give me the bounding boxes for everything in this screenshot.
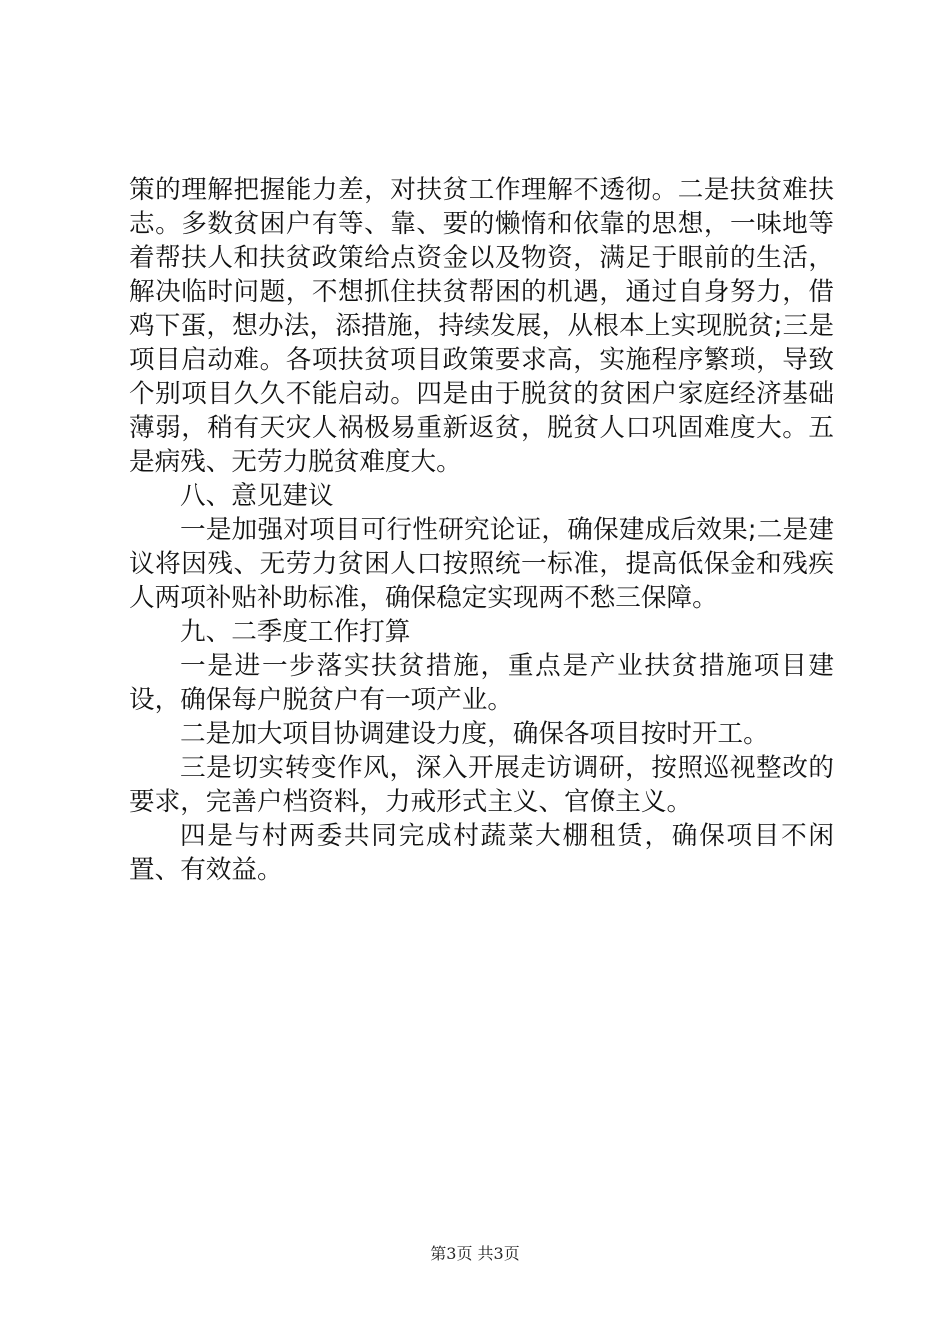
paragraph-plan-item-1: 一是进一步落实扶贫措施，重点是产业扶贫措施项目建设，确保每户脱贫户有一项产业。 — [129, 651, 834, 715]
document-body — [129, 173, 834, 887]
page-number-label: 第3页 共3页 — [430, 1244, 520, 1263]
paragraph-plan-item-2: 二是加大项目协调建设力度，确保各项目按时开工。 — [180, 719, 769, 749]
paragraph-poverty-difficulties: 策的理解把握能力差，对扶贫工作理解不透彻。二是扶贫难扶志。多数贫困户有等、靠、要的懒惰和依靠的思想，一味地等着帮扶人和扶贫政策给点资金以及物资，满足于眼前的生活，解决临时问题，不想抓住扶贫帮困的机遇，通过自身努力，借鸡下蛋，想办法，添措施，持续发展，从根本上实现脱贫;三是项目启动难。各项扶贫项目政策要求高，实施程序繁琐，导致个别项目久久不能启动。四是由于脱贫的贫困户家庭经济基础薄弱，稍有天灾人祸极易重新返贫，脱贫人口巩固难度大。五是病残、无劳力脱贫难度大。 — [129, 175, 834, 477]
paragraph-suggestions: 一是加强对项目可行性研究论证，确保建成后效果;二是建议将因残、无劳力贫困人口按照统一标准，提高低保金和残疾人两项补贴补助标准，确保稳定实现两不愁三保障。 — [129, 515, 834, 613]
page-footer — [0, 1243, 950, 1265]
section-heading-q2-plan: 九、二季度工作打算 — [180, 617, 411, 647]
paragraph-plan-item-4: 四是与村两委共同完成村蔬菜大棚租赁，确保项目不闲置、有效益。 — [129, 821, 834, 885]
section-heading-suggestions: 八、意见建议 — [180, 481, 334, 511]
paragraph-plan-item-3: 三是切实转变作风，深入开展走访调研，按照巡视整改的要求，完善户档资料，力戒形式主义、官僚主义。 — [129, 753, 834, 817]
